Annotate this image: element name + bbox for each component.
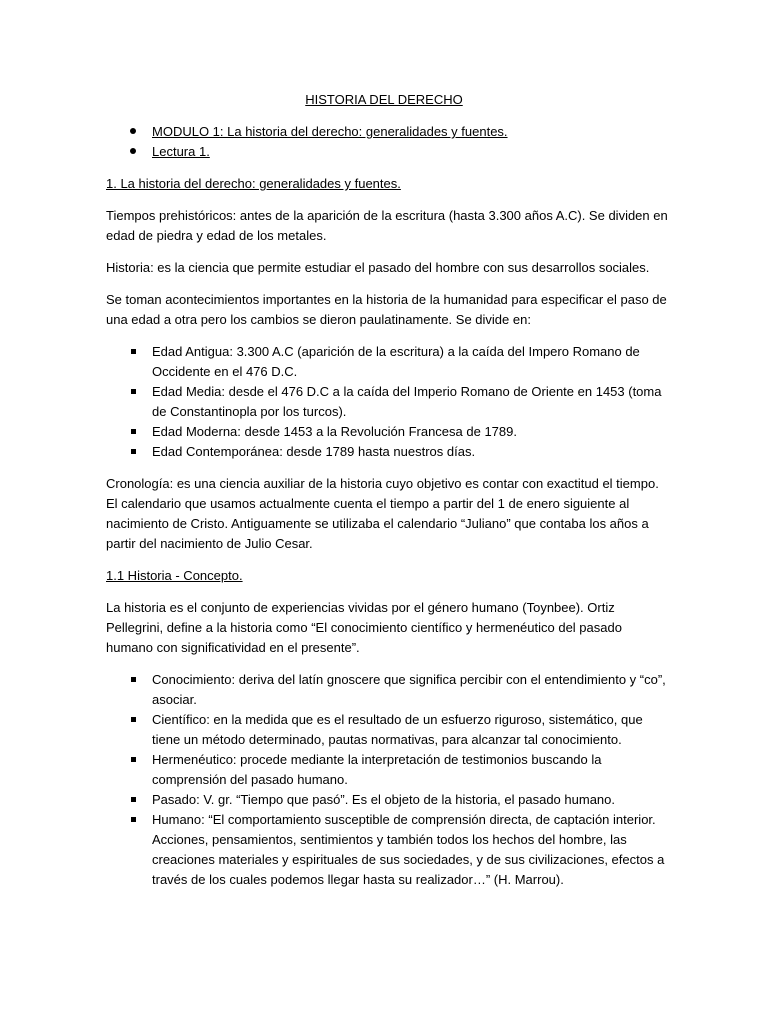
list-item — [106, 790, 672, 810]
bullet-icon — [130, 122, 136, 142]
list-item-text: Edad Contemporánea: desde 1789 hasta nuestros días. — [152, 444, 476, 459]
bullet-icon — [130, 142, 136, 162]
square-bullet-icon — [131, 797, 136, 802]
paragraph: Se toman acontecimientos importantes en la historia de la humanidad para especificar el paso de una edad a otra pero los cambios se dieron paulatinamente. Se divide en: — [106, 292, 667, 327]
concepts-list — [106, 670, 672, 890]
square-bullet-icon — [131, 449, 136, 454]
square-bullet-icon — [131, 817, 136, 822]
list-item-text: Conocimiento: deriva del latín gnoscere que significa percibir con el entendimiento y “co”, asociar. — [152, 672, 666, 707]
list-item-text: Científico: en la medida que es el resultado de un esfuerzo riguroso, sistemático, que tiene un método determinado, pautas normativas, para alcanzar tal conocimiento. — [152, 712, 643, 747]
list-item-text: Edad Moderna: desde 1453 a la Revolución Francesa de 1789. — [152, 424, 517, 439]
square-bullet-icon — [131, 389, 136, 394]
square-bullet-icon — [131, 757, 136, 762]
list-item — [106, 710, 672, 750]
module-list — [106, 122, 672, 162]
list-item — [106, 422, 672, 442]
list-item — [106, 810, 672, 890]
document-body — [106, 122, 672, 902]
paragraph: Cronología: es una ciencia auxiliar de la historia cuyo objetivo es contar con exactitud el tiempo. El calendario que usamos actualmente cuenta el tiempo a partir del 1 de enero siguiente al nacimiento de Cristo. Antiguamente se utilizaba el calendario “Juliano” que contaba los años a partir del nacimiento de Julio Cesar. — [106, 476, 659, 551]
list-item-text: Pasado: V. gr. “Tiempo que pasó”. Es el objeto de la historia, el pasado humano. — [152, 792, 615, 807]
list-item — [106, 750, 672, 790]
ages-list — [106, 342, 672, 462]
section-heading: 1. La historia del derecho: generalidades y fuentes. — [106, 176, 401, 191]
list-item-text: Lectura 1. — [152, 144, 210, 159]
square-bullet-icon — [131, 677, 136, 682]
list-item-text: Humano: “El comportamiento susceptible de comprensión directa, de captación interior. Acciones, pensamientos, sentimientos y también todos los hechos del hombre, las creaciones materiales y espirituales de sus sociedades, y de sus civilizaciones, efectos a través de los cuales podemos llegar hasta su realizador…” (H. Marrou). — [152, 812, 665, 887]
list-item — [106, 442, 672, 462]
list-item — [106, 142, 672, 162]
square-bullet-icon — [131, 429, 136, 434]
list-item-text: Edad Antigua: 3.300 A.C (aparición de la escritura) a la caída del Impero Romano de Occidente en el 476 D.C. — [152, 344, 640, 379]
list-item-text: Hermenéutico: procede mediante la interpretación de testimonios buscando la comprensión del pasado humano. — [152, 752, 602, 787]
list-item — [106, 382, 672, 422]
document-title: HISTORIA DEL DERECHO — [305, 92, 463, 107]
list-item-text: Edad Media: desde el 476 D.C a la caída del Imperio Romano de Oriente en 1453 (toma de Constantinopla por los turcos). — [152, 384, 662, 419]
square-bullet-icon — [131, 349, 136, 354]
list-item-text: MODULO 1: La historia del derecho: generalidades y fuentes. — [152, 124, 508, 139]
section-heading: 1.1 Historia - Concepto. — [106, 568, 243, 583]
paragraph: La historia es el conjunto de experiencias vividas por el género humano (Toynbee). Ortiz Pellegrini, define a la historia como “El conocimiento científico y hermenéutico del pasado humano con significatividad en el presente”. — [106, 600, 622, 655]
paragraph: Tiempos prehistóricos: antes de la aparición de la escritura (hasta 3.300 años A.C). Se dividen en edad de piedra y edad de los metales. — [106, 208, 668, 243]
list-item — [106, 122, 672, 142]
list-item — [106, 670, 672, 710]
square-bullet-icon — [131, 717, 136, 722]
paragraph: Historia: es la ciencia que permite estudiar el pasado del hombre con sus desarrollos sociales. — [106, 260, 650, 275]
list-item — [106, 342, 672, 382]
